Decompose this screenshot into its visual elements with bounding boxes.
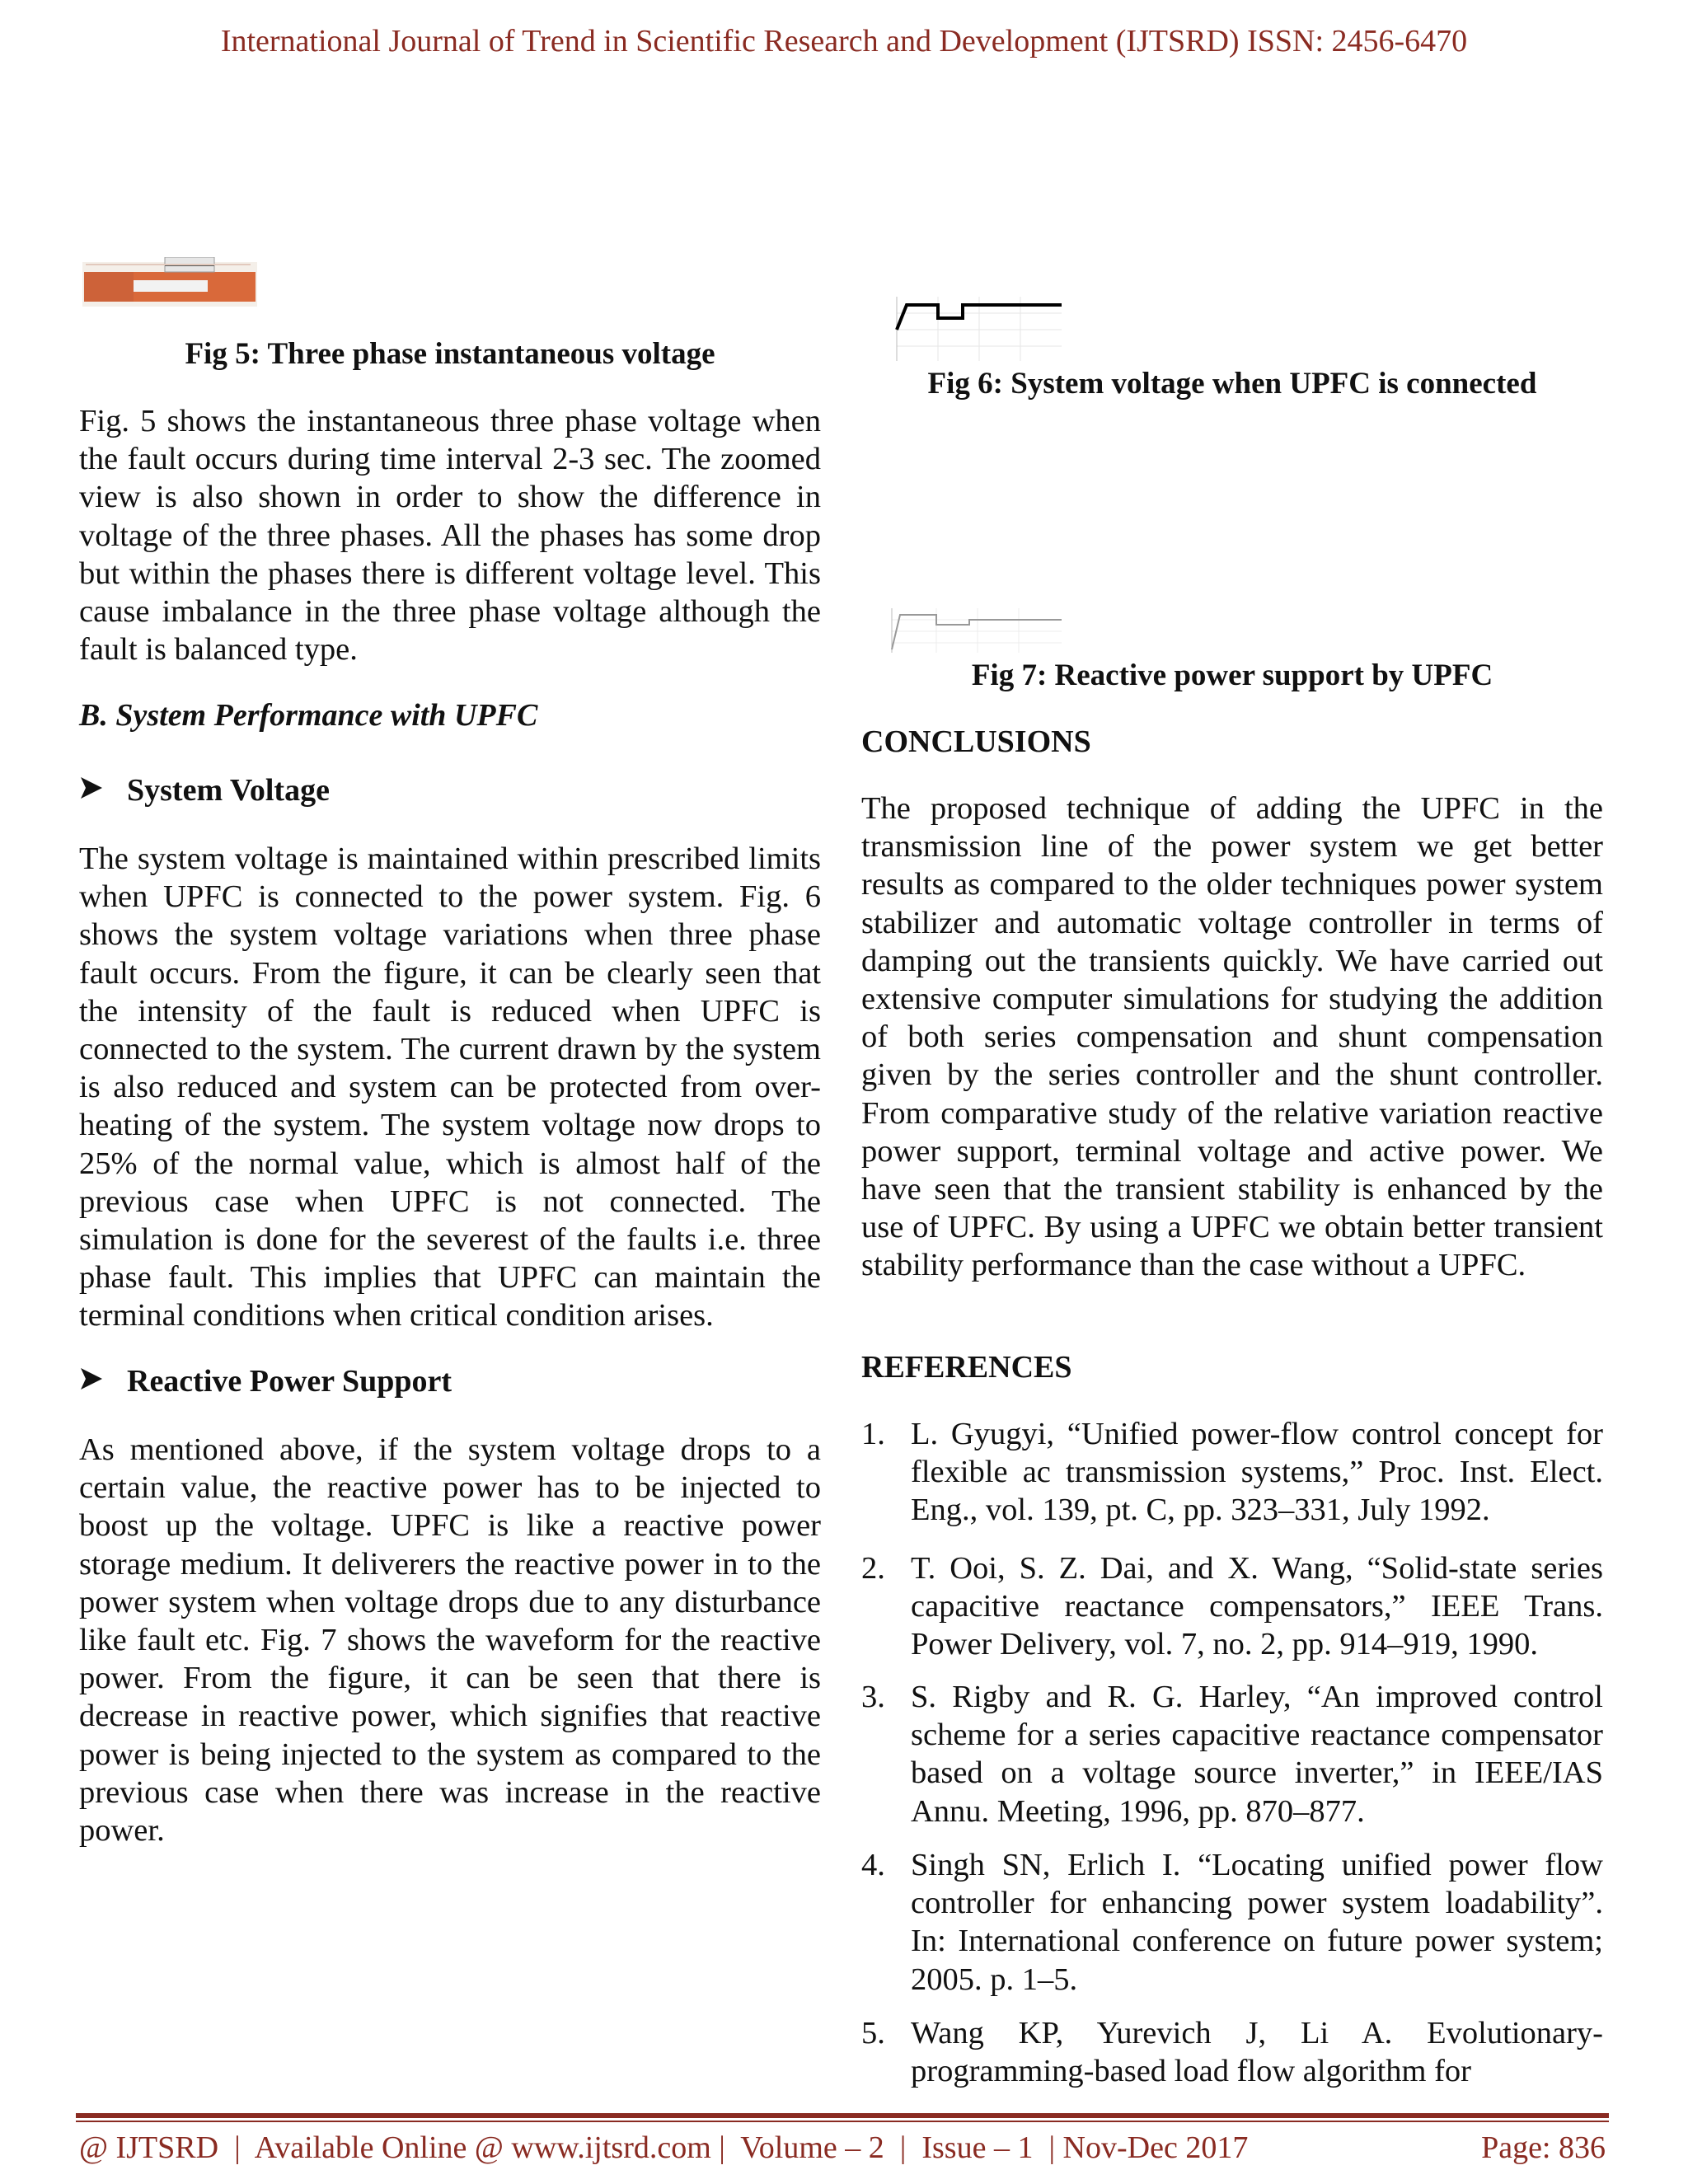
reference-text: T. Ooi, S. Z. Dai, and X. Wang, “Solid-state series capacitive reactance compensators,” IEEE Trans. Power Delivery, vol. 7, no. 2, pp. 914–919, 1990. xyxy=(911,1551,1603,1662)
bullet-label: System Voltage xyxy=(127,773,330,808)
paragraph-fig5-description: Fig. 5 shows the instantaneous three phase voltage when the fault occurs during time interval 2-3 sec. The zoomed view is also shown in order to show the difference in voltage of the three phases. All the phases has some drop but within the phases there is different voltage level. This cause imbalance in the three phase voltage although the fault is balanced type. xyxy=(79,404,821,668)
reference-text: Wang KP, Yurevich J, Li A. Evolutionary-programming-based load flow algorithm for xyxy=(911,2016,1603,2089)
fig6-caption: Fig 6: System voltage when UPFC is connected xyxy=(927,367,1537,401)
reference-number: 5. xyxy=(861,2016,885,2050)
page-number: Page: 836 xyxy=(1481,2130,1606,2165)
bullet-heading-system-voltage xyxy=(79,772,330,808)
reference-number: 2. xyxy=(861,1551,885,1586)
arrow-bullet-icon xyxy=(79,772,104,808)
paragraph-reactive-power: As mentioned above, if the system voltage drops to a certain value, the reactive power has to be injected to boost up the voltage. UPFC is like a reactive power storage medium. It deliverers the reactive power in to the power system when voltage drops due to any disturbance like fault etc. Fig. 7 shows the waveform for the reactive power. From the figure, it can be seen that there is decrease in reactive power, which signifies that reactive power is being injected to the system as compared to the previous case when there was increase in the reactive power. xyxy=(79,1432,821,1849)
footer-divider xyxy=(76,2113,1609,2118)
bullet-label: Reactive Power Support xyxy=(127,1364,452,1399)
reference-text: L. Gyugyi, “Unified power-flow control concept for flexible ac transmission systems,” Proc. Inst. Elect. Eng., vol. 139, pt. C, pp. 323–331, July 1992. xyxy=(911,1417,1603,1528)
reference-number: 1. xyxy=(861,1417,885,1451)
paragraph-conclusions: The proposed technique of adding the UPFC in the transmission line of the power system we get better results as compared to the older techniques power system stabilizer and automatic voltage controller in terms of damping out the transients quickly. We have carried out extensive computer simulations for studying the addition of both series compensation and shunt compensation given by the series controller and the shunt controller. From comparative study of the relative variation reactive power support, terminal voltage and active power. We have seen that the transient stability is enhanced by the use of UPFC. By using a UPFC we obtain better transient stability performance than the case without a UPFC. xyxy=(861,791,1603,1283)
reference-text: S. Rigby and R. G. Harley, “An improved control scheme for a series capacitive reactance compensator based on a voltage source inverter,” in IEEE/IAS Annu. Meeting, 1996, pp. 870–877. xyxy=(911,1680,1603,1829)
reference-text: Singh SN, Erlich I. “Locating unified power flow controller for enhancing power system loadability”. In: International conference on future power system; 2005. p. 1–5. xyxy=(911,1848,1603,1997)
reference-number: 3. xyxy=(861,1680,885,1714)
page-footer xyxy=(79,2130,1606,2166)
footer-divider-thin xyxy=(76,2121,1609,2122)
journal-header: International Journal of Trend in Scientific Research and Development (IJTSRD) ISSN: 2456-6470 xyxy=(220,24,1468,59)
fig5-thumbnail xyxy=(82,257,257,307)
fig6-thumbnail xyxy=(889,297,1062,361)
fig7-image xyxy=(887,608,1062,653)
fig5-caption: Fig 5: Three phase instantaneous voltage xyxy=(185,337,715,371)
footer-info: @ IJTSRD | Available Online @ www.ijtsrd.com | Volume – 2 | Issue – 1 | Nov-Dec 2017 xyxy=(79,2130,1249,2165)
bullet-heading-reactive-power xyxy=(79,1363,452,1399)
paragraph-system-voltage: The system voltage is maintained within prescribed limits when UPFC is connected to the power system. Fig. 6 shows the system voltage variations when three phase fault occurs. From the figure, it can be clearly seen that the intensity of the fault is reduced when UPFC is connected to the system. The current drawn by the system is also reduced and system can be protected from over-heating of the system. The system voltage now drops to 25% of the normal value, which is almost half of the previous case when UPFC is not connected. The simulation is done for the severest of the faults i.e. three phase fault. This implies that UPFC can maintain the terminal conditions when critical condition arises. xyxy=(79,841,821,1333)
subsection-heading: B. System Performance with UPFC xyxy=(79,698,538,733)
fig6-image xyxy=(889,297,1062,361)
fig5-image xyxy=(82,257,257,307)
fig7-thumbnail xyxy=(887,608,1062,653)
arrow-bullet-icon xyxy=(79,1363,104,1399)
conclusions-heading: CONCLUSIONS xyxy=(861,724,1091,759)
references-heading: REFERENCES xyxy=(861,1350,1072,1385)
fig7-caption: Fig 7: Reactive power support by UPFC xyxy=(971,658,1493,692)
reference-number: 4. xyxy=(861,1848,885,1882)
